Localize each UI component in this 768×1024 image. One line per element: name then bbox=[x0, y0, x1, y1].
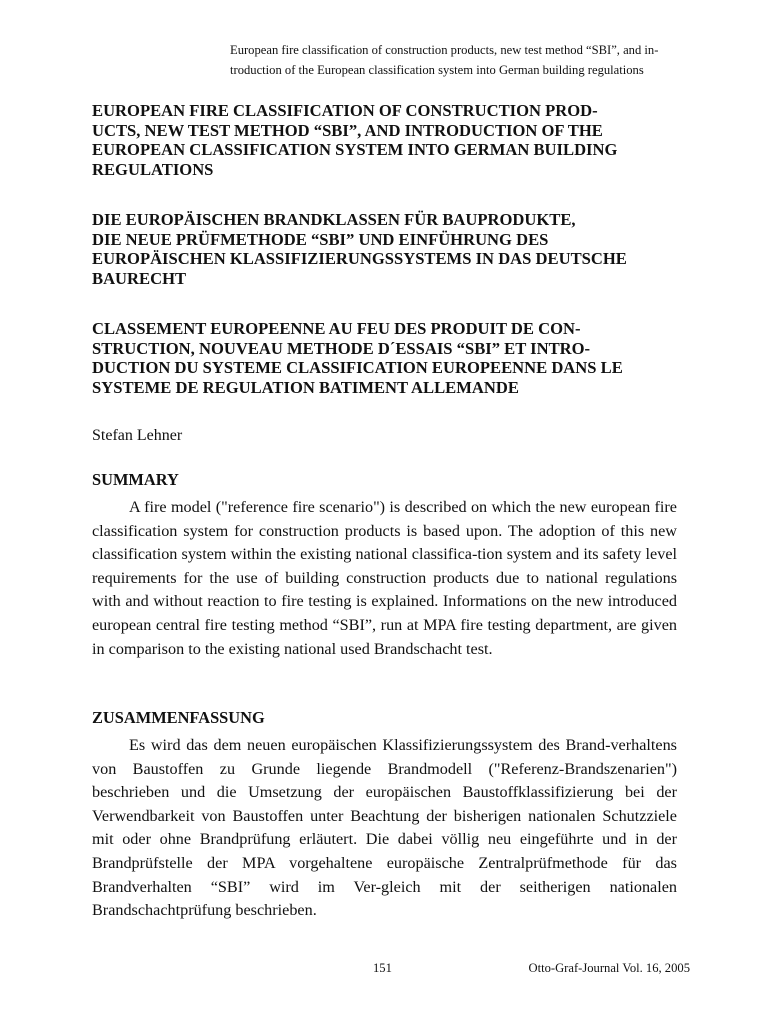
title-french-line-4: SYSTEME DE REGULATION BATIMENT ALLEMANDE bbox=[92, 378, 519, 398]
page-number: 151 bbox=[373, 961, 392, 975]
zusammenfassung-paragraph: Es wird das dem neuen europäischen Klassifizierungssystem des Brand-verhaltens von Baustoffen zu Grunde liegende Brandmodell ("Referenz-Brandszenarien") beschrieben und die Umsetzung der europäischen Baustoffklassifizierung bei der Verwendbarkeit von Baustoffen unter Beachtung der bisherigen nationalen Schutzziele mit oder ohne Brandprüfung erläutert. Die dabei völlig neu eingeführte und in der Brandprüfstelle der MPA vorgehaltene europäische Zentralprüfmethode für das Brandverhalten “SBI” wird im Ver-gleich mit der seitherigen nationalen Brandschachtprüfung beschrieben. bbox=[92, 736, 677, 920]
title-french-line-1: CLASSEMENT EUROPEENNE AU FEU DES PRODUIT DE CON- bbox=[92, 319, 581, 338]
title-french-line-3: DUCTION DU SYSTEME CLASSIFICATION EUROPEENNE DANS LE bbox=[92, 358, 623, 378]
summary-heading: SUMMARY bbox=[92, 470, 179, 489]
title-french bbox=[92, 319, 688, 398]
running-head-line-2: troduction of the European classification system into German building regulations bbox=[230, 63, 644, 77]
title-english bbox=[92, 101, 688, 180]
title-english-line-2: UCTS, NEW TEST METHOD “SBI”, AND INTRODUCTION OF THE bbox=[92, 120, 603, 140]
title-english-line-1: EUROPEAN FIRE CLASSIFICATION OF CONSTRUCTION PROD- bbox=[92, 101, 598, 120]
title-french-line-2: STRUCTION, NOUVEAU METHODE D´ESSAIS “SBI” ET INTRO- bbox=[92, 338, 591, 358]
title-english-line-4: REGULATIONS bbox=[92, 160, 214, 180]
title-german-line-4: BAURECHT bbox=[92, 269, 187, 289]
summary-paragraph: A fire model ("reference fire scenario") is described on which the new european fire classification system for construction products is based upon. The adoption of this new classification system within the existing national classifica-tion system and its safety level requirements for the use of building construction products due to national regulations with and without reaction to fire testing is explained. Informations on the new introduced european central fire testing method “SBI”, run at MPA fire testing department, are given in comparison to the existing national used Brandschacht test. bbox=[92, 498, 677, 658]
title-german bbox=[92, 210, 688, 289]
zusammenfassung-heading: ZUSAMMENFASSUNG bbox=[92, 708, 265, 727]
author-name: Stefan Lehner bbox=[92, 427, 183, 444]
running-head bbox=[230, 40, 690, 80]
title-german-line-1: DIE EUROPÄISCHEN BRANDKLASSEN FÜR BAUPRODUKTE, bbox=[92, 210, 576, 229]
running-head-line-1: European fire classification of construction products, new test method “SBI”, and in- bbox=[230, 43, 659, 57]
title-german-line-2: DIE NEUE PRÜFMETHODE “SBI” UND EINFÜHRUNG DES bbox=[92, 229, 549, 249]
title-german-line-3: EUROPÄISCHEN KLASSIFIZIERUNGSSYSTEMS IN DAS DEUTSCHE bbox=[92, 249, 627, 269]
journal-citation: Otto-Graf-Journal Vol. 16, 2005 bbox=[528, 961, 690, 975]
title-english-line-3: EUROPEAN CLASSIFICATION SYSTEM INTO GERMAN BUILDING bbox=[92, 140, 618, 160]
